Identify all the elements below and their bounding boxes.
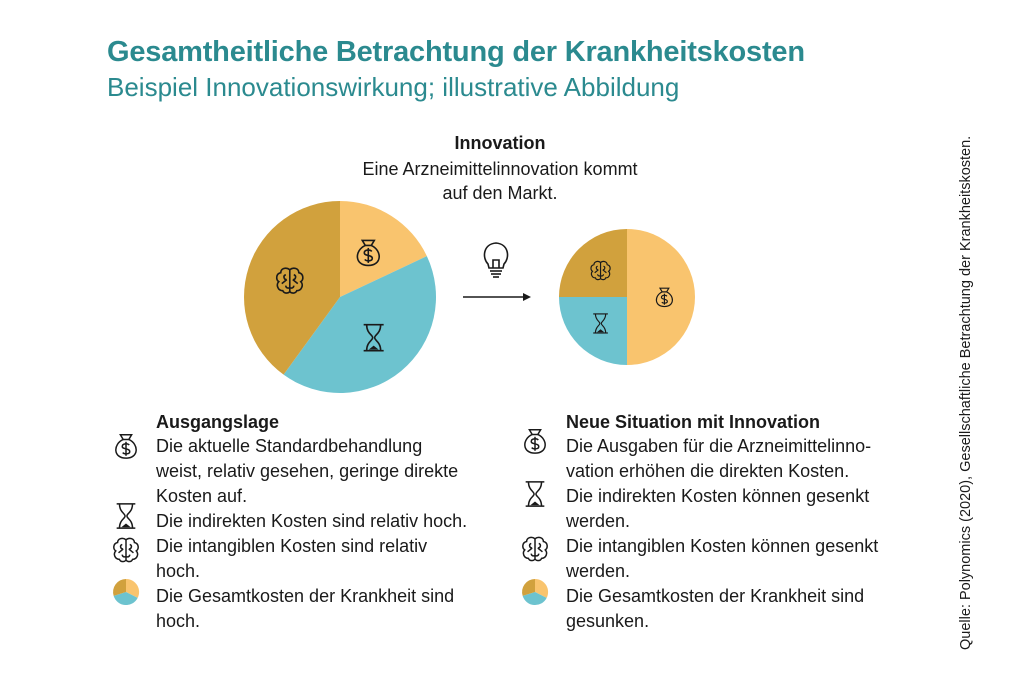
money-bag-icon — [525, 430, 545, 453]
left-item-intangible: Die intangiblen Kosten sind relativ hoch. — [156, 536, 428, 581]
innovation-text: Eine Arzneimittelinnovation kommt auf den Markt. — [362, 159, 638, 203]
page-subtitle: Beispiel Innovationswirkung; illustrative Abbildung — [107, 72, 680, 102]
right-heading: Neue Situation mit Innovation — [566, 412, 821, 432]
brain-icon — [114, 538, 138, 561]
source-note: Quelle: Polynomics (2020), Gesellschaftliche Betrachtung der Krankheitskosten. — [958, 135, 974, 650]
lightbulb-icon — [484, 243, 507, 277]
pie-before — [244, 201, 436, 393]
pie-slice-intangible — [559, 229, 627, 297]
money-bag-icon — [116, 435, 136, 458]
left-item-indirect: Die indirekten Kosten sind relativ hoch. — [156, 511, 468, 531]
pie-slice-indirect — [559, 297, 627, 365]
right-item-indirect: Die indirekten Kosten können gesenkt werden. — [566, 486, 870, 531]
left-item-total: Die Gesamtkosten der Krankheit sind hoch. — [156, 586, 455, 631]
pie-after — [559, 229, 695, 365]
right-item-direct: Die Ausgaben für die Arzneimittelinno- vation erhöhen die direkten Kosten. — [566, 436, 872, 481]
arrow-right-icon — [463, 293, 531, 301]
mini-pie-icon — [113, 579, 139, 605]
mini-pie-icon — [522, 579, 548, 605]
hourglass-icon — [117, 504, 136, 528]
brain-icon — [523, 537, 547, 560]
hourglass-icon — [526, 482, 545, 506]
left-heading: Ausgangslage — [156, 412, 280, 432]
left-item-direct: Die aktuelle Standardbehandlung weist, relativ gesehen, geringe direkte Kosten auf. — [156, 436, 459, 506]
right-item-total: Die Gesamtkosten der Krankheit sind gesunken. — [566, 586, 865, 631]
innovation-heading: Innovation — [454, 133, 546, 153]
page-title: Gesamtheitliche Betrachtung der Krankheitskosten — [107, 36, 805, 68]
right-item-intangible: Die intangiblen Kosten können gesenkt werden. — [566, 536, 879, 581]
